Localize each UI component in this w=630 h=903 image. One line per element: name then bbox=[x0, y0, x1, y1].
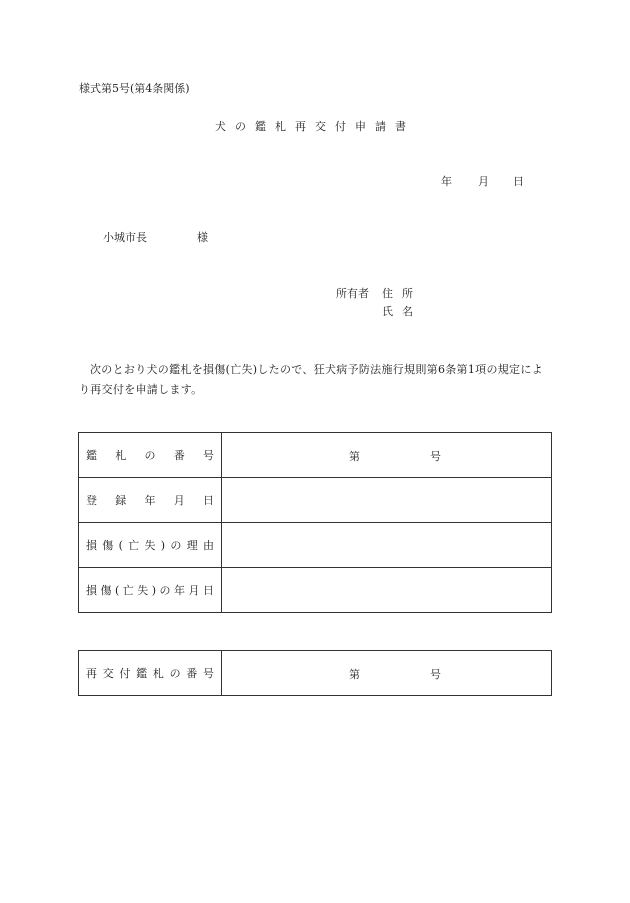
registration-date-label: 登録年月日 bbox=[79, 478, 222, 523]
damage-date-label: 損傷(亡失)の年月日 bbox=[79, 568, 222, 613]
damage-reason-label: 損傷(亡失)の理由 bbox=[79, 523, 222, 568]
damage-reason-field[interactable] bbox=[222, 523, 552, 568]
license-number-label: 鑑札の番号 bbox=[79, 433, 222, 478]
number-prefix: 第 bbox=[349, 668, 360, 681]
application-statement: 次のとおり犬の鑑札を損傷(亡失)したので、狂犬病予防法施行規則第6条第1項の規定により再交付を申請します。 bbox=[79, 363, 543, 396]
license-number-field[interactable] bbox=[222, 433, 552, 478]
number-prefix: 第 bbox=[349, 450, 360, 463]
owner-label: 所有者 bbox=[336, 287, 369, 300]
date-month-label: 月 bbox=[478, 175, 489, 188]
license-info-table bbox=[78, 432, 552, 613]
table-row bbox=[79, 568, 552, 613]
honorific: 様 bbox=[197, 231, 208, 244]
reissue-info-table bbox=[78, 650, 552, 696]
owner-name-label: 氏名 bbox=[382, 305, 422, 318]
table-row bbox=[79, 523, 552, 568]
owner-address-label: 住所 bbox=[382, 287, 422, 300]
number-suffix: 号 bbox=[430, 668, 441, 681]
date-day-label: 日 bbox=[513, 175, 524, 188]
addressee: 小城市長 bbox=[103, 231, 147, 244]
registration-date-field[interactable] bbox=[222, 478, 552, 523]
table-row bbox=[79, 651, 552, 696]
table-row bbox=[79, 478, 552, 523]
reissued-license-number-label: 再交付鑑札の番号 bbox=[79, 651, 222, 696]
number-suffix: 号 bbox=[430, 450, 441, 463]
date-year-label: 年 bbox=[441, 175, 452, 188]
document-title: 犬の鑑札再交付申請書 bbox=[215, 120, 415, 133]
reissued-license-number-field[interactable] bbox=[222, 651, 552, 696]
damage-date-field[interactable] bbox=[222, 568, 552, 613]
table-row bbox=[79, 433, 552, 478]
form-number: 様式第5号(第4条関係) bbox=[79, 82, 190, 95]
